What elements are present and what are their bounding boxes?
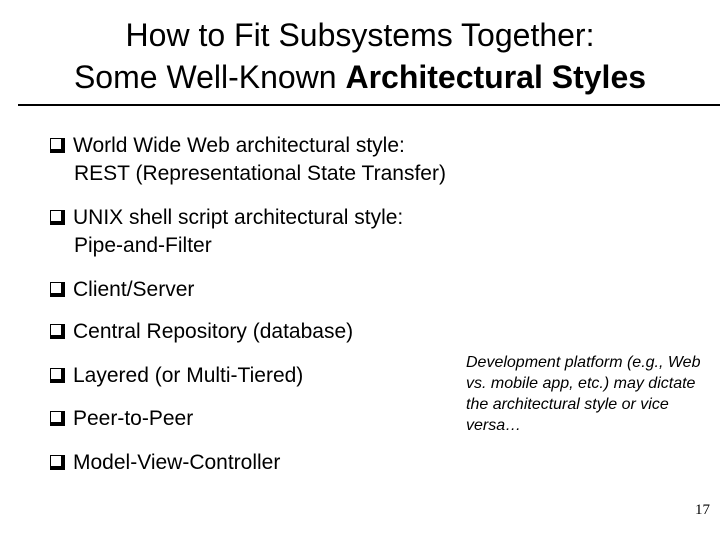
checkbox-bullet-icon <box>50 455 65 470</box>
bullet-item-layered <box>50 362 303 390</box>
checkbox-bullet-icon <box>50 324 65 339</box>
title-line-2-bold: Architectural Styles <box>345 59 647 95</box>
bullet-continuation: Pipe-and-Filter <box>74 234 212 257</box>
bullet-item-rest <box>50 132 446 188</box>
bullet-text: Peer-to-Peer <box>73 407 194 430</box>
checkbox-bullet-icon <box>50 411 65 426</box>
bullet-text: Client/Server <box>73 278 195 301</box>
bullet-item-peer-to-peer <box>50 405 193 433</box>
title-line-2 <box>0 56 720 98</box>
checkbox-bullet-icon <box>50 368 65 383</box>
title-divider <box>18 104 720 106</box>
bullet-item-pipe-and-filter <box>50 204 403 260</box>
bullet-text: Model-View-Controller <box>73 451 281 474</box>
title-line-1: How to Fit Subsystems Together: <box>125 17 595 53</box>
bullet-item-client-server <box>50 276 194 304</box>
bullet-text: World Wide Web architectural style: <box>73 134 405 157</box>
page-number: 17 <box>695 502 710 518</box>
title-line-2-normal: Some Well-Known <box>73 59 346 95</box>
checkbox-bullet-icon <box>50 282 65 297</box>
checkbox-bullet-icon <box>50 138 65 153</box>
side-note: Development platform (e.g., Web vs. mobile app, etc.) may dictate the architectural style or vice versa… <box>466 354 701 434</box>
bullet-item-model-view-controller <box>50 449 280 477</box>
bullet-text: Central Repository (database) <box>73 320 354 343</box>
checkbox-bullet-icon <box>50 210 65 225</box>
bullet-item-central-repository <box>50 318 353 346</box>
bullet-text: Layered (or Multi-Tiered) <box>73 364 304 387</box>
bullet-continuation: REST (Representational State Transfer) <box>74 162 446 185</box>
slide-title <box>0 14 720 98</box>
bullet-text: UNIX shell script architectural style: <box>73 206 404 229</box>
